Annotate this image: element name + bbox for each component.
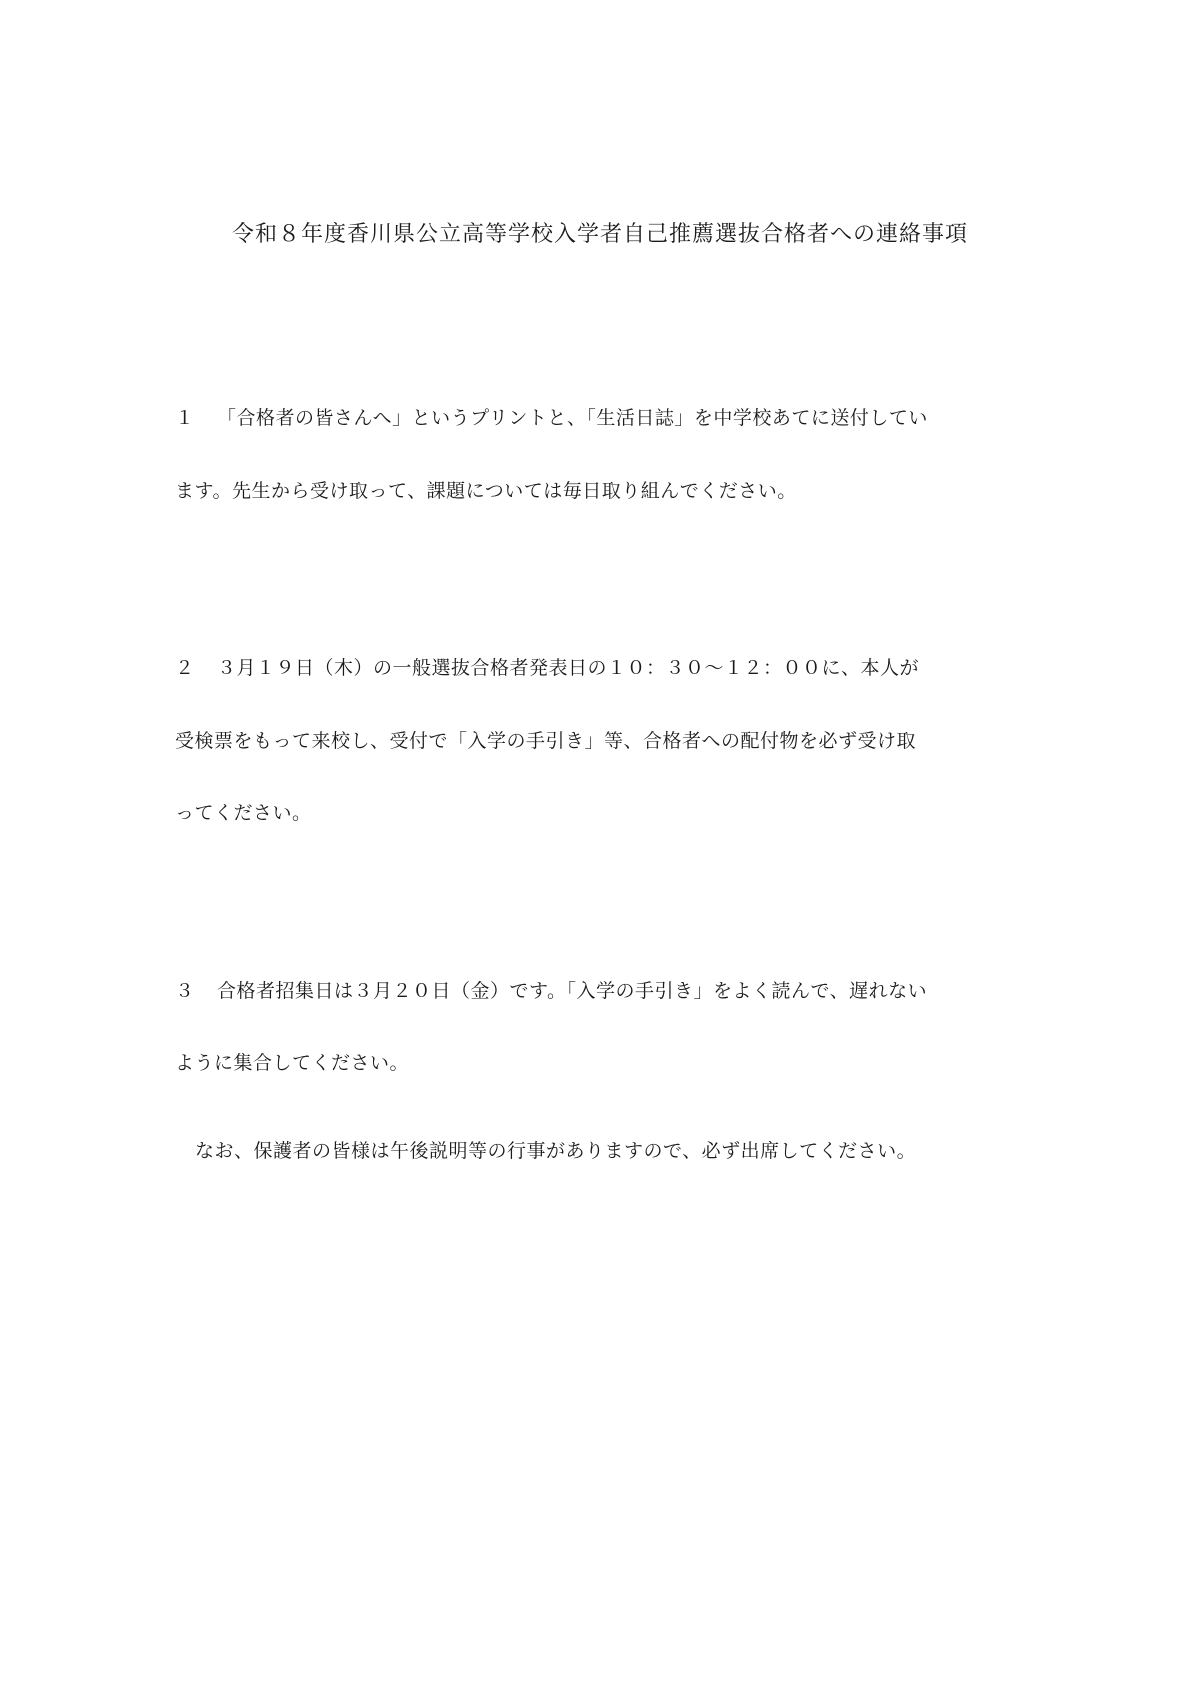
item-1-text-line-1: 「合格者の皆さんへ」というプリントと、「生活日誌」を中学校あてに送付してい xyxy=(217,407,928,429)
item-1-line-1 xyxy=(175,405,928,431)
item-3-number: ３ xyxy=(175,980,195,1002)
item-2-line-1 xyxy=(175,655,919,681)
item-2-number: ２ xyxy=(175,657,195,679)
item-3-line-1 xyxy=(175,978,927,1004)
item-2-text-line-1: ３月１９日（木）の一般選抜合格者発表日の１０：３０～１２：００に、本人が xyxy=(217,657,920,679)
document-title: 令和８年度香川県公立高等学校入学者自己推薦選抜合格者への連絡事項 xyxy=(231,222,968,247)
item-1-number: １ xyxy=(175,407,195,429)
item-1-line-2 xyxy=(175,478,797,504)
item-2-line-2 xyxy=(175,728,916,754)
item-2-text-line-3: ってください。 xyxy=(175,802,312,824)
item-3-text-line-2: ように集合してください。 xyxy=(175,1052,410,1074)
item-3-line-2 xyxy=(175,1050,409,1076)
item-2-text-line-2: 受検票をもって来校し、受付で「入学の手引き」等、合格者への配付物を必ず受け取 xyxy=(175,730,917,752)
item-1-text-line-2: ます。先生から受け取って、課題については毎日取り組んでください。 xyxy=(175,480,797,502)
item-2-line-3 xyxy=(175,800,312,826)
guardian-note: なお、保護者の皆様は午後説明等の行事がありますので、必ず出席してください。 xyxy=(195,1140,917,1162)
item-3-text-line-1: 合格者招集日は３月２０日（金）です。「入学の手引き」をよく読んで、遅れない xyxy=(217,980,928,1002)
